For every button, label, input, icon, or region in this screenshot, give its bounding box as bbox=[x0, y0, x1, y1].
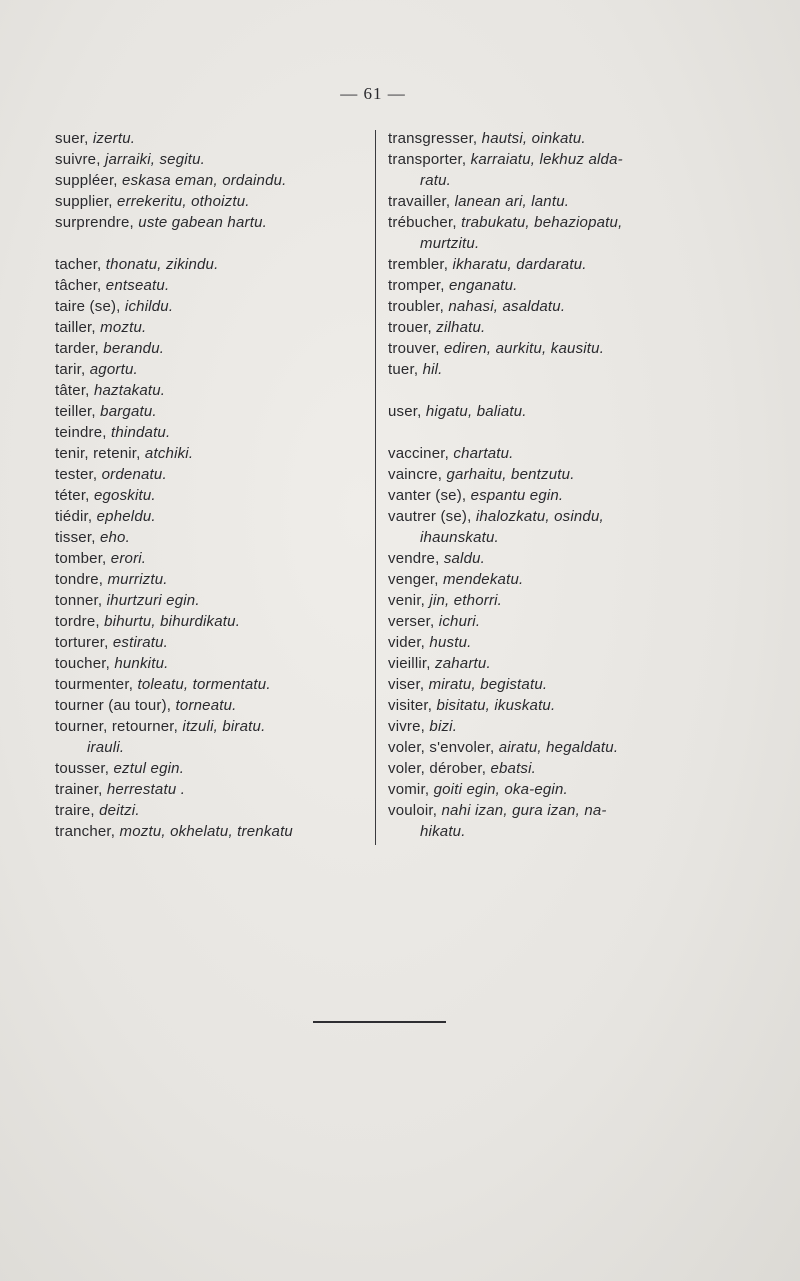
entry-translation: nahasi, asaldatu. bbox=[448, 298, 566, 315]
entry-term: trébucher, bbox=[388, 214, 462, 231]
dictionary-entry bbox=[388, 212, 708, 254]
dictionary-entry bbox=[388, 611, 708, 632]
dictionary-entry bbox=[55, 758, 370, 779]
entry-term: tisser, bbox=[55, 529, 100, 546]
dictionary-entry bbox=[55, 674, 370, 695]
entry-term: teindre, bbox=[55, 424, 111, 441]
dictionary-entry bbox=[388, 653, 708, 674]
column-divider bbox=[375, 130, 376, 845]
entry-term: suppléer, bbox=[55, 172, 123, 189]
entry-translation: hautsi, oinkatu. bbox=[481, 130, 586, 147]
entry-translation-continued: hikatu. bbox=[420, 823, 466, 840]
entry-translation: ichuri. bbox=[438, 613, 481, 630]
entry-translation: murriztu. bbox=[107, 571, 168, 588]
entry-term: tousser, bbox=[55, 760, 114, 777]
entry-translation: moztu. bbox=[100, 319, 147, 336]
dictionary-entry bbox=[55, 422, 370, 443]
dictionary-entry bbox=[55, 569, 370, 590]
entry-term: tâter, bbox=[55, 382, 94, 399]
dictionary-entry bbox=[388, 485, 708, 506]
dictionary-entry bbox=[388, 695, 708, 716]
entry-term: voler, dérober, bbox=[388, 760, 491, 777]
entry-translation: ordenatu. bbox=[101, 466, 167, 483]
entry-translation: eztul egin. bbox=[113, 760, 185, 777]
entry-term: surprendre, bbox=[55, 214, 139, 231]
dictionary-entry bbox=[388, 464, 708, 485]
entry-term: taire (se), bbox=[55, 298, 125, 315]
entry-term: viser, bbox=[388, 676, 429, 693]
entry-translation: estiratu. bbox=[112, 634, 169, 651]
entry-term: supplier, bbox=[55, 193, 118, 210]
dictionary-entry bbox=[388, 716, 708, 737]
dictionary-entry bbox=[55, 464, 370, 485]
entry-translation: espantu egin. bbox=[470, 487, 564, 504]
entry-translation: hil. bbox=[422, 361, 443, 378]
entry-translation: ikharatu, dardaratu. bbox=[452, 256, 587, 273]
entry-translation: haztakatu. bbox=[93, 382, 166, 399]
entry-term: travailler, bbox=[388, 193, 455, 210]
entry-term: tonner, bbox=[55, 592, 107, 609]
dictionary-entry bbox=[388, 401, 708, 422]
entry-translation: toleatu, tormentatu. bbox=[137, 676, 271, 693]
entry-term: téter, bbox=[55, 487, 94, 504]
dictionary-entry bbox=[388, 149, 708, 191]
entry-translation: torneatu. bbox=[175, 697, 237, 714]
entry-translation: enganatu. bbox=[449, 277, 518, 294]
entry-term: vouloir, bbox=[388, 802, 442, 819]
section-gap bbox=[388, 422, 708, 443]
entry-term: tâcher, bbox=[55, 277, 106, 294]
entry-term: venir, bbox=[388, 592, 430, 609]
entry-translation-continued: ratu. bbox=[420, 172, 452, 189]
dictionary-entry bbox=[55, 443, 370, 464]
entry-term: vendre, bbox=[388, 550, 444, 567]
entry-term: suer, bbox=[55, 130, 93, 147]
entry-term: transgresser, bbox=[388, 130, 482, 147]
dictionary-entry bbox=[388, 296, 708, 317]
dictionary-entry bbox=[388, 191, 708, 212]
entry-translation-continued: irauli. bbox=[87, 739, 125, 756]
dictionary-entry bbox=[55, 212, 370, 233]
section-gap bbox=[55, 233, 370, 254]
entry-translation: berandu. bbox=[103, 340, 165, 357]
entry-translation: bargatu. bbox=[100, 403, 157, 420]
entry-term: trouver, bbox=[388, 340, 444, 357]
entry-translation: miratu, begistatu. bbox=[428, 676, 548, 693]
entry-term: tordre, bbox=[55, 613, 105, 630]
section-gap bbox=[388, 380, 708, 401]
dictionary-entry bbox=[55, 254, 370, 275]
dictionary-entry bbox=[388, 800, 708, 842]
entry-term: tourmenter, bbox=[55, 676, 138, 693]
entry-term: tomber, bbox=[55, 550, 111, 567]
entry-translation: ediren, aurkitu, kausitu. bbox=[444, 340, 605, 357]
entry-translation: ihurtzuri egin. bbox=[106, 592, 200, 609]
entry-translation-continued: ihaunskatu. bbox=[420, 529, 499, 546]
entry-translation: trabukatu, behaziopatu, bbox=[461, 214, 623, 231]
entry-term: teiller, bbox=[55, 403, 101, 420]
dictionary-entry bbox=[55, 653, 370, 674]
entry-term: trouer, bbox=[388, 319, 437, 336]
left-column bbox=[55, 128, 370, 842]
entry-translation: bisitatu, ikuskatu. bbox=[436, 697, 556, 714]
entry-term: tourner (au tour), bbox=[55, 697, 176, 714]
entry-translation: zilhatu. bbox=[436, 319, 486, 336]
dictionary-entry bbox=[55, 695, 370, 716]
dictionary-entry bbox=[55, 611, 370, 632]
entry-translation: atchiki. bbox=[144, 445, 194, 462]
entry-term: vanter (se), bbox=[388, 487, 471, 504]
entry-translation: hustu. bbox=[429, 634, 472, 651]
entry-translation: eho. bbox=[99, 529, 130, 546]
entry-translation: jarraiki, segitu. bbox=[104, 151, 206, 168]
entry-term: vaincre, bbox=[388, 466, 447, 483]
entry-term: tester, bbox=[55, 466, 102, 483]
dictionary-entry bbox=[55, 380, 370, 401]
entry-term: tourner, retourner, bbox=[55, 718, 183, 735]
entry-translation: itzuli, biratu. bbox=[182, 718, 266, 735]
entry-translation: karraiatu, lekhuz alda- bbox=[470, 151, 623, 168]
entry-term: tacher, bbox=[55, 256, 106, 273]
dictionary-entry bbox=[55, 716, 370, 758]
entry-translation: entseatu. bbox=[105, 277, 170, 294]
entry-term: tondre, bbox=[55, 571, 108, 588]
dictionary-entry bbox=[388, 359, 708, 380]
entry-translation: ihalozkatu, osindu, bbox=[475, 508, 604, 525]
entry-term: visiter, bbox=[388, 697, 437, 714]
entry-translation: jin, ethorri. bbox=[429, 592, 503, 609]
dictionary-entry bbox=[388, 737, 708, 758]
right-column bbox=[388, 128, 708, 842]
entry-term: suivre, bbox=[55, 151, 105, 168]
dictionary-entry bbox=[388, 569, 708, 590]
entry-term: tenir, retenir, bbox=[55, 445, 145, 462]
dictionary-entry bbox=[388, 338, 708, 359]
end-rule bbox=[313, 1021, 446, 1023]
dictionary-entry bbox=[55, 149, 370, 170]
entry-translation: mendekatu. bbox=[442, 571, 524, 588]
entry-translation: herrestatu . bbox=[106, 781, 186, 798]
dictionary-entry bbox=[55, 170, 370, 191]
entry-term: vautrer (se), bbox=[388, 508, 476, 525]
dictionary-entry bbox=[55, 506, 370, 527]
entry-term: tromper, bbox=[388, 277, 449, 294]
entry-translation: saldu. bbox=[443, 550, 486, 567]
dictionary-entry bbox=[388, 758, 708, 779]
entry-term: trancher, bbox=[55, 823, 120, 840]
dictionary-entry bbox=[388, 590, 708, 611]
entry-translation: zahartu. bbox=[435, 655, 491, 672]
entry-translation: epheldu. bbox=[96, 508, 156, 525]
entry-translation: goiti egin, oka-egin. bbox=[433, 781, 568, 798]
entry-term: vieillir, bbox=[388, 655, 436, 672]
entry-term: tailler, bbox=[55, 319, 101, 336]
entry-translation: moztu, okhelatu, trenkatu bbox=[119, 823, 293, 840]
entry-translation: agortu. bbox=[89, 361, 138, 378]
dictionary-entry bbox=[55, 800, 370, 821]
entry-translation: bihurtu, bihurdikatu. bbox=[104, 613, 241, 630]
entry-term: traire, bbox=[55, 802, 100, 819]
dictionary-entry bbox=[55, 821, 370, 842]
entry-term: vacciner, bbox=[388, 445, 454, 462]
dictionary-entry bbox=[55, 275, 370, 296]
entry-translation: bizi. bbox=[429, 718, 458, 735]
entry-term: vomir, bbox=[388, 781, 434, 798]
dictionary-entry bbox=[55, 191, 370, 212]
entry-translation: ichildu. bbox=[124, 298, 174, 315]
dictionary-entry bbox=[55, 401, 370, 422]
entry-translation: errekeritu, othoiztu. bbox=[117, 193, 250, 210]
dictionary-entry bbox=[55, 296, 370, 317]
dictionary-entry bbox=[388, 317, 708, 338]
entry-translation: egoskitu. bbox=[93, 487, 156, 504]
entry-term: user, bbox=[388, 403, 426, 420]
dictionary-entry bbox=[55, 485, 370, 506]
dictionary-entry bbox=[55, 359, 370, 380]
entry-term: tarir, bbox=[55, 361, 90, 378]
entry-translation: uste gabean hartu. bbox=[138, 214, 267, 231]
dictionary-entry bbox=[55, 128, 370, 149]
entry-translation: chartatu. bbox=[453, 445, 514, 462]
entry-translation: ebatsi. bbox=[490, 760, 537, 777]
dictionary-entry bbox=[55, 779, 370, 800]
dictionary-entry bbox=[55, 317, 370, 338]
entry-translation-continued: murtzitu. bbox=[420, 235, 480, 252]
entry-translation: higatu, baliatu. bbox=[425, 403, 527, 420]
entry-term: trembler, bbox=[388, 256, 453, 273]
entry-translation: thindatu. bbox=[111, 424, 171, 441]
entry-term: vider, bbox=[388, 634, 430, 651]
entry-translation: airatu, hegaldatu. bbox=[498, 739, 619, 756]
entry-term: toucher, bbox=[55, 655, 115, 672]
entry-translation: garhaitu, bentzutu. bbox=[446, 466, 575, 483]
dictionary-entry bbox=[388, 443, 708, 464]
dictionary-entry bbox=[55, 548, 370, 569]
entry-term: troubler, bbox=[388, 298, 449, 315]
dictionary-entry bbox=[388, 506, 708, 548]
entry-term: tiédir, bbox=[55, 508, 97, 525]
dictionary-entry bbox=[388, 128, 708, 149]
entry-term: verser, bbox=[388, 613, 439, 630]
dictionary-entry bbox=[388, 632, 708, 653]
entry-translation: eskasa eman, ordaindu. bbox=[122, 172, 287, 189]
dictionary-entry bbox=[388, 275, 708, 296]
entry-translation: hunkitu. bbox=[114, 655, 169, 672]
dictionary-entry bbox=[55, 632, 370, 653]
dictionary-entry bbox=[388, 779, 708, 800]
page-number: — 61 — bbox=[340, 84, 406, 103]
entry-translation: nahi izan, gura izan, na- bbox=[441, 802, 607, 819]
dictionary-entry bbox=[55, 527, 370, 548]
entry-translation: lanean ari, lantu. bbox=[454, 193, 570, 210]
dictionary-entry bbox=[388, 254, 708, 275]
entry-translation: thonatu, zikindu. bbox=[105, 256, 219, 273]
dictionary-entry bbox=[55, 338, 370, 359]
entry-term: vivre, bbox=[388, 718, 430, 735]
entry-translation: izertu. bbox=[92, 130, 136, 147]
entry-term: tarder, bbox=[55, 340, 104, 357]
entry-translation: erori. bbox=[110, 550, 147, 567]
dictionary-entry bbox=[55, 590, 370, 611]
dictionary-entry bbox=[388, 674, 708, 695]
entry-term: transporter, bbox=[388, 151, 471, 168]
entry-term: voler, s'envoler, bbox=[388, 739, 499, 756]
entry-term: torturer, bbox=[55, 634, 113, 651]
entry-translation: deitzi. bbox=[99, 802, 140, 819]
entry-term: tuer, bbox=[388, 361, 423, 378]
entry-term: trainer, bbox=[55, 781, 107, 798]
dictionary-entry bbox=[388, 548, 708, 569]
entry-term: venger, bbox=[388, 571, 443, 588]
